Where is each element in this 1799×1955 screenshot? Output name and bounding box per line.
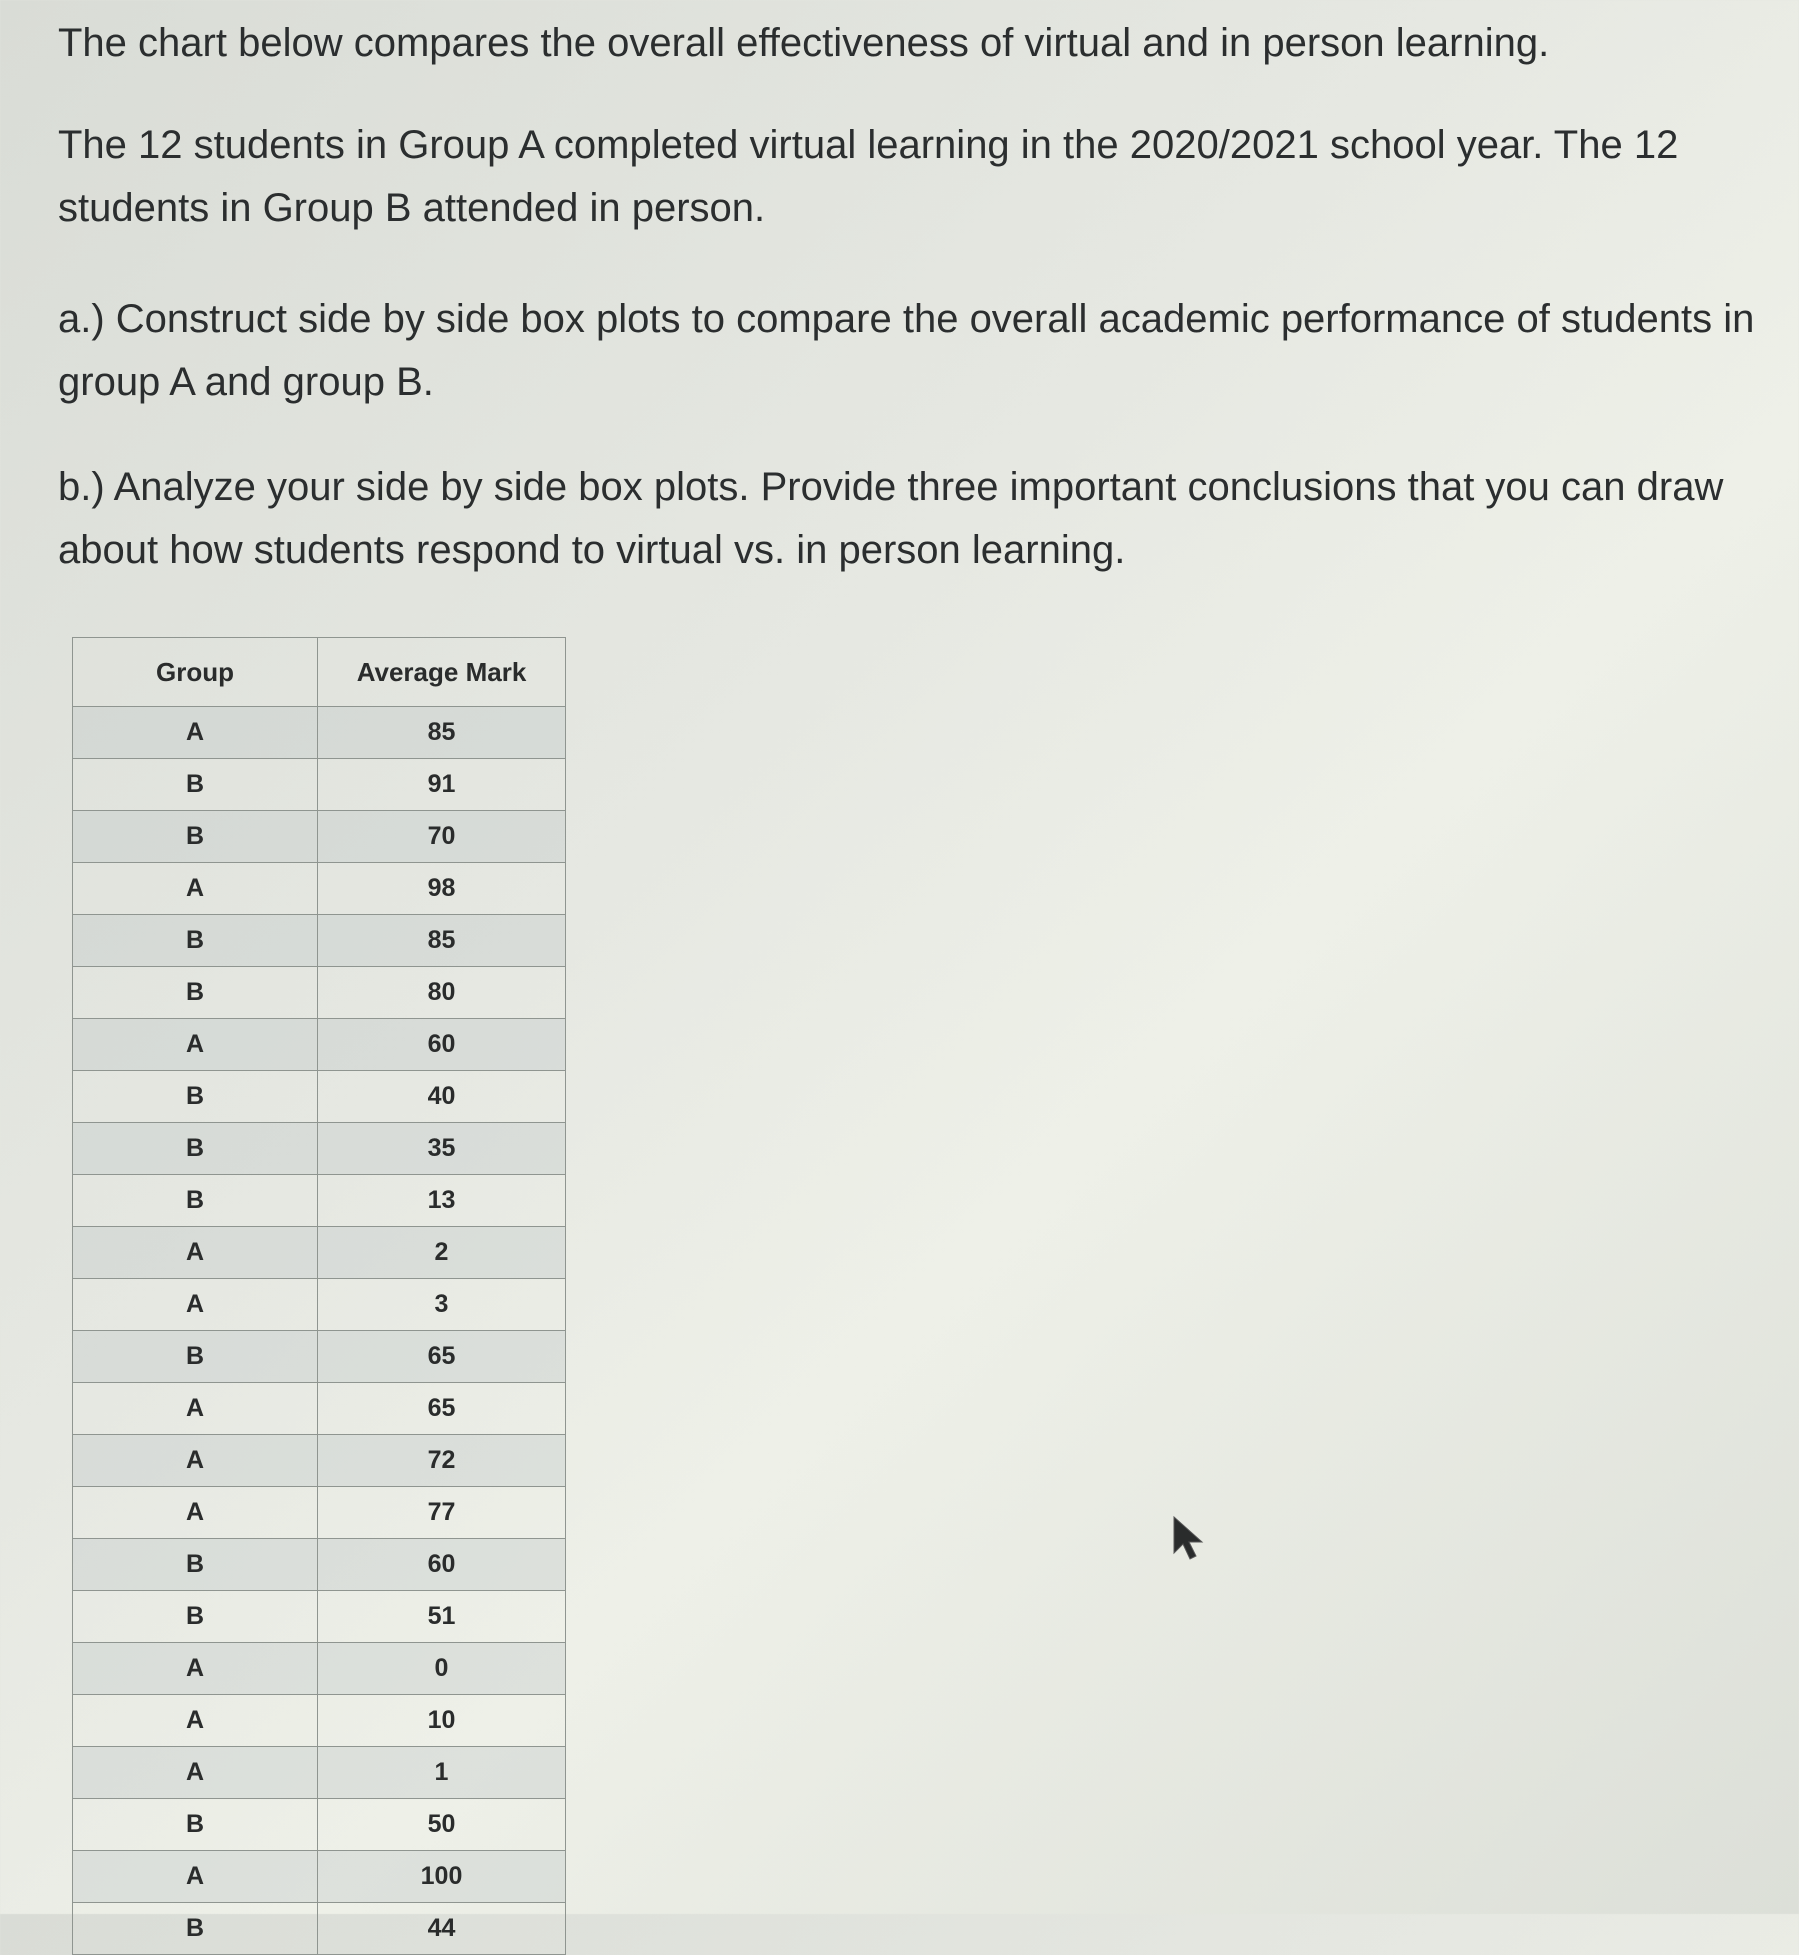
- group-cell: B: [73, 915, 318, 967]
- table-row: [73, 1747, 566, 1799]
- group-cell: A: [73, 1383, 318, 1435]
- table-row: [73, 967, 566, 1019]
- group-cell: B: [73, 1591, 318, 1643]
- table-row: [73, 1331, 566, 1383]
- table-body: [73, 707, 566, 1955]
- table-row: [73, 1435, 566, 1487]
- table-row: [73, 1227, 566, 1279]
- table-row: [73, 1123, 566, 1175]
- table-header-row: [73, 638, 566, 707]
- average-mark-cell: 65: [318, 1331, 566, 1383]
- context-text: The 12 students in Group A completed virtual learning in the 2020/2021 school year. The 12 students in Group B attended in person.: [58, 123, 1679, 230]
- question-a: a.) Construct side by side box plots to compare the overall academic performance of students in group A and group B.: [58, 297, 1755, 404]
- table-row: [73, 1591, 566, 1643]
- table-row: [73, 1695, 566, 1747]
- table-row: [73, 1071, 566, 1123]
- table-row: [73, 1539, 566, 1591]
- average-mark-cell: 70: [318, 811, 566, 863]
- group-cell: A: [73, 1695, 318, 1747]
- table-row: [73, 759, 566, 811]
- table-row: [73, 811, 566, 863]
- average-mark-cell: 98: [318, 863, 566, 915]
- average-mark-cell: 0: [318, 1643, 566, 1695]
- average-mark-cell: 1: [318, 1747, 566, 1799]
- average-mark-cell: 35: [318, 1123, 566, 1175]
- header-average-mark: Average Mark: [318, 638, 566, 707]
- table-row: [73, 1175, 566, 1227]
- group-cell: A: [73, 1487, 318, 1539]
- group-cell: A: [73, 1435, 318, 1487]
- group-cell: A: [73, 1747, 318, 1799]
- average-mark-cell: 72: [318, 1435, 566, 1487]
- group-cell: A: [73, 1851, 318, 1903]
- group-cell: A: [73, 863, 318, 915]
- average-mark-cell: 100: [318, 1851, 566, 1903]
- average-mark-cell: 44: [318, 1903, 566, 1955]
- table-row: [73, 1487, 566, 1539]
- table-row: [73, 1019, 566, 1071]
- average-mark-cell: 85: [318, 707, 566, 759]
- table-row: [73, 1799, 566, 1851]
- group-cell: A: [73, 707, 318, 759]
- group-cell: B: [73, 1799, 318, 1851]
- header-group: Group: [73, 638, 318, 707]
- group-cell: A: [73, 1279, 318, 1331]
- group-cell: B: [73, 1539, 318, 1591]
- average-mark-cell: 10: [318, 1695, 566, 1747]
- average-mark-cell: 2: [318, 1227, 566, 1279]
- table-row: [73, 707, 566, 759]
- average-mark-cell: 60: [318, 1019, 566, 1071]
- average-mark-cell: 40: [318, 1071, 566, 1123]
- mouse-cursor-icon: [1172, 1515, 1206, 1561]
- group-cell: B: [73, 1331, 318, 1383]
- table-row: [73, 1903, 566, 1955]
- question-b: b.) Analyze your side by side box plots. Provide three important conclusions that you can draw about how students respond to virtual vs. in person learning.: [58, 465, 1724, 572]
- table-row: [73, 1851, 566, 1903]
- average-mark-cell: 60: [318, 1539, 566, 1591]
- average-mark-cell: 85: [318, 915, 566, 967]
- group-cell: A: [73, 1643, 318, 1695]
- average-mark-cell: 51: [318, 1591, 566, 1643]
- average-mark-cell: 50: [318, 1799, 566, 1851]
- group-cell: B: [73, 1903, 318, 1955]
- group-cell: B: [73, 1123, 318, 1175]
- average-mark-cell: 13: [318, 1175, 566, 1227]
- table-row: [73, 1279, 566, 1331]
- marks-table: [72, 637, 566, 1955]
- group-cell: B: [73, 1071, 318, 1123]
- average-mark-cell: 91: [318, 759, 566, 811]
- table-row: [73, 1383, 566, 1435]
- group-cell: A: [73, 1227, 318, 1279]
- table-row: [73, 915, 566, 967]
- average-mark-cell: 80: [318, 967, 566, 1019]
- group-cell: B: [73, 759, 318, 811]
- group-cell: A: [73, 1019, 318, 1071]
- table-row: [73, 1643, 566, 1695]
- intro-text: The chart below compares the overall effectiveness of virtual and in person learning.: [58, 21, 1550, 65]
- table-row: [73, 863, 566, 915]
- group-cell: B: [73, 967, 318, 1019]
- average-mark-cell: 65: [318, 1383, 566, 1435]
- average-mark-cell: 77: [318, 1487, 566, 1539]
- group-cell: B: [73, 811, 318, 863]
- group-cell: B: [73, 1175, 318, 1227]
- average-mark-cell: 3: [318, 1279, 566, 1331]
